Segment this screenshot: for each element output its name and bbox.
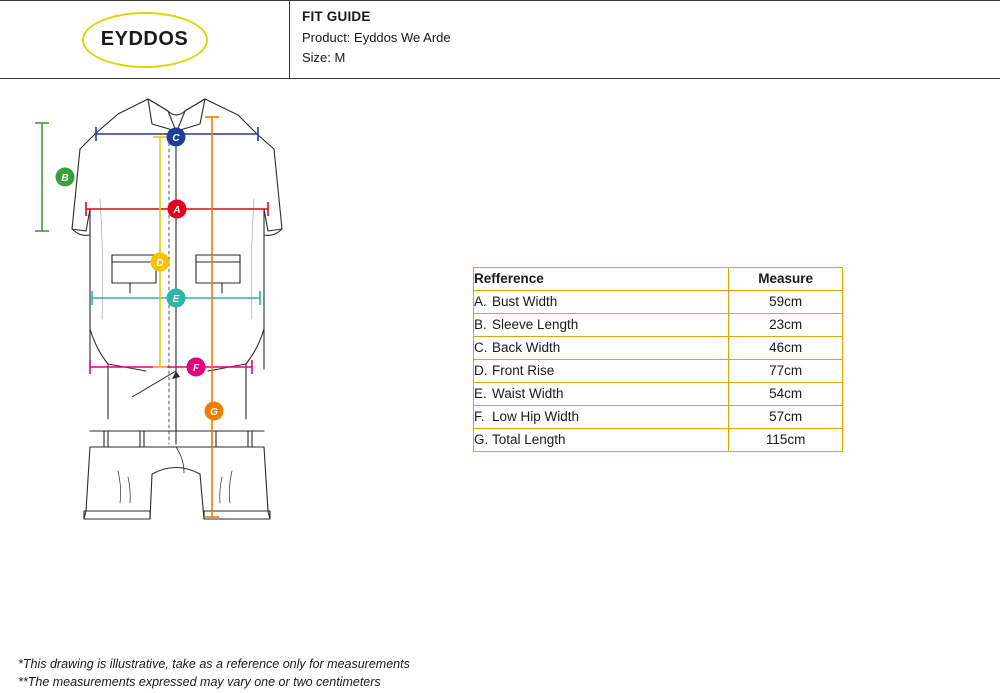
row-measure-c: 46cm [729,337,843,360]
page-title: FIT GUIDE [302,9,371,24]
table-row [474,429,843,452]
row-measure-f: 57cm [729,406,843,429]
product-size: Size: M [302,50,346,65]
ref-name-e: Waist Width [492,386,564,401]
marker-badge-a [168,200,187,219]
table-row [474,406,843,429]
row-measure-g: 115cm [729,429,843,452]
ref-letter-e: E. [474,386,487,401]
document-header [0,0,1000,79]
row-measure-b: 23cm [729,314,843,337]
footnote-2: **The measurements expressed may vary one or two centimeters [18,675,381,689]
marker-badge-f [187,358,206,377]
ref-name-f: Low Hip Width [492,409,580,424]
row-measure-a: 59cm [729,291,843,314]
row-reference-c [474,337,729,360]
ref-name-g: Total Length [492,432,566,447]
row-reference-f [474,406,729,429]
ref-name-c: Back Width [492,340,561,355]
ref-letter-f: F. [474,409,485,424]
marker-badge-c [167,128,186,147]
footnotes [18,655,410,691]
marker-badge-b [56,168,75,187]
table-row [474,291,843,314]
table-row [474,383,843,406]
svg-text:C: C [172,133,180,144]
table-header-row [474,268,843,291]
guide-line-g [205,117,219,517]
ref-name-b: Sleeve Length [492,317,579,332]
marker-badge-d [151,253,170,272]
product-name: Product: Eyddos We Arde [302,30,451,45]
svg-text:B: B [61,173,69,184]
svg-text:D: D [156,258,164,269]
table-row [474,360,843,383]
row-reference-e [474,383,729,406]
ref-letter-d: D. [474,363,488,378]
row-reference-d [474,360,729,383]
marker-badge-g [205,402,224,421]
ref-name-d: Front Rise [492,363,555,378]
measurement-table-wrap [473,267,843,452]
ref-letter-a: A. [474,294,487,309]
guide-line-d [153,137,167,367]
ref-name-a: Bust Width [492,294,558,309]
footnote-1: *This drawing is illustrative, take as a reference only for measurements [18,657,410,671]
row-reference-a [474,291,729,314]
ref-letter-b: B. [474,317,487,332]
row-measure-e: 54cm [729,383,843,406]
guide-line-f [90,360,252,374]
table-row [474,337,843,360]
svg-text:G: G [210,407,218,418]
header-info-cell [290,1,1000,78]
row-reference-b [474,314,729,337]
svg-text:F: F [192,363,200,374]
table-row [474,314,843,337]
column-header-reference: Refference [474,268,729,291]
row-reference-g [474,429,729,452]
column-header-measure: Measure [729,268,843,291]
brand-name: EYDDOS [100,28,189,50]
svg-text:A: A [173,205,181,216]
logo-ellipse-shape [82,12,208,68]
guide-line-b [35,123,49,231]
row-measure-d: 77cm [729,360,843,383]
svg-text:E: E [172,294,180,305]
marker-badge-e [167,289,186,308]
measurement-table [473,267,843,452]
brand-logo-cell [0,1,290,78]
ref-letter-g: G. [474,432,489,447]
ref-letter-c: C. [474,340,488,355]
garment-technical-drawing [0,79,470,549]
